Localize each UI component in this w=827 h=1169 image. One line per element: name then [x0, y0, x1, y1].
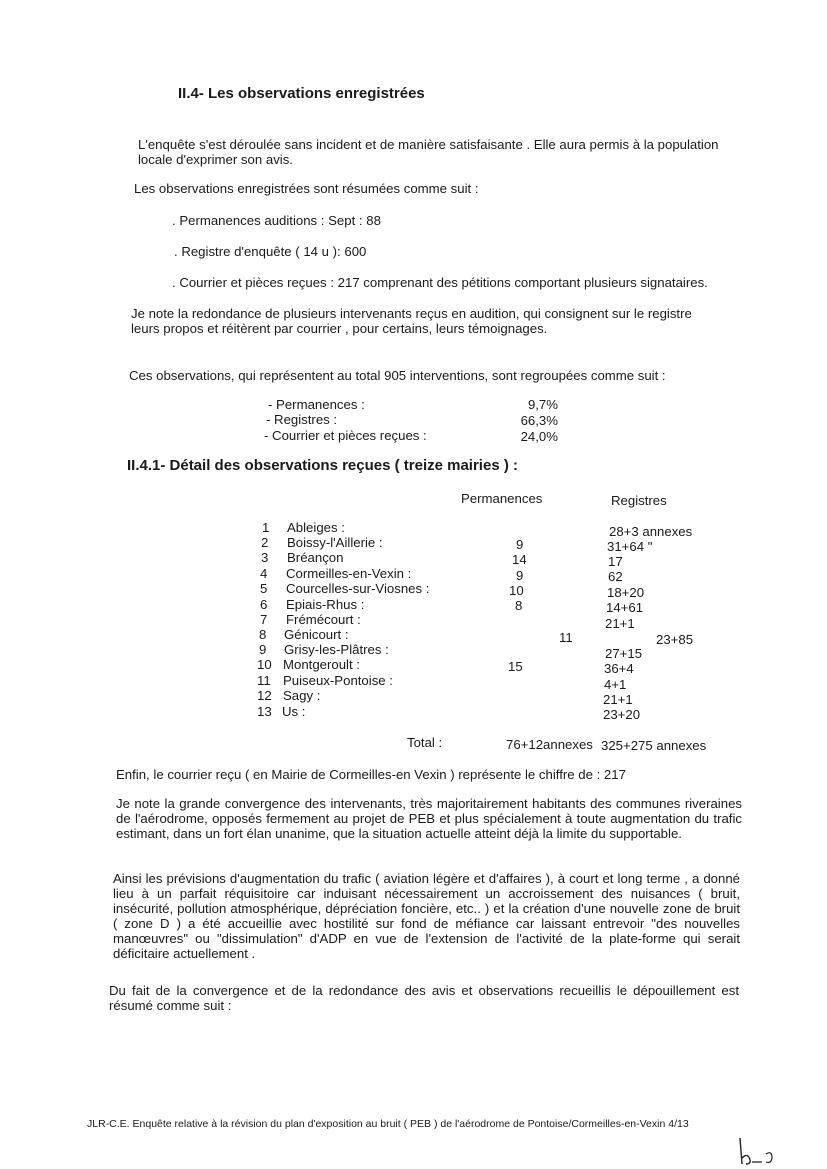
row-permanences: 9: [516, 568, 524, 583]
row-number: 11: [257, 673, 271, 688]
row-number: 8: [259, 627, 267, 642]
row-number: 9: [259, 642, 267, 657]
row-registres: 27+15: [605, 646, 643, 661]
page-footer: JLR-C.E. Enquête relative à la révision du plan d'exposition au bruit ( PEB ) de l'aérodrome de Pontoise/Cormeilles-en-Vexin 4/13: [87, 1118, 689, 1130]
subsection-title: II.4.1- Détail des observations reçues ( treize mairies ) :: [127, 457, 518, 474]
row-number: 7: [260, 612, 268, 627]
row-name: Montgeroult :: [283, 657, 360, 672]
row-permanences: 11: [559, 630, 573, 645]
row-name: Epiais-Rhus :: [286, 597, 365, 612]
row-name: Grisy-les-Plâtres :: [284, 642, 389, 657]
row-registres: 14+61: [606, 600, 644, 615]
row-number: 12: [257, 688, 272, 703]
paragraph-previsions: Ainsi les prévisions d'augmentation du trafic ( aviation légère et d'affaires ), à court et long terme , a donné lieu à un parfait réquisitoire car induisant nécessairement un accroissement des nuisances ( bruit, insécurité, pollution atmosphérique, dépréciation foncière, etc.. ) et la création d'une nouvelle zone de bruit ( zone D ) a été accueillie avec hostilité sur fond de méfiance car laissant entrevoir "des nouvelles manœuvres" ou "dissimulation" d'ADP en vue de l'extension de l'activité de la plate-forme qui serait déficitaire actuellement .: [113, 871, 740, 961]
row-name: Ableiges :: [287, 520, 345, 535]
section-title: II.4- Les observations enregistrées: [178, 85, 425, 102]
bullet-registre: . Registre d'enquête ( 14 u ): 600: [174, 244, 367, 259]
header-permanences: Permanences: [461, 491, 543, 506]
breakdown-label: - Registres :: [266, 412, 338, 427]
row-number: 2: [261, 535, 269, 550]
row-registres: 28+3 annexes: [609, 524, 693, 539]
row-permanences: 9: [516, 537, 524, 552]
breakdown-value: 66,3%: [520, 413, 558, 428]
breakdown-label: - Courrier et pièces reçues :: [264, 428, 427, 443]
row-permanences: 8: [515, 598, 523, 613]
bullet-permanences: . Permanences auditions : Sept : 88: [172, 213, 381, 228]
row-registres: 36+4: [604, 661, 634, 676]
intro-line-1: L'enquête s'est déroulée sans incident et de manière satisfaisante . Elle aura permis à la population: [138, 137, 719, 152]
row-number: 1: [262, 520, 270, 535]
row-name: Sagy :: [283, 688, 321, 703]
row-name: Puiseux-Pontoise :: [283, 673, 393, 688]
row-number: 13: [257, 704, 272, 719]
row-name: Us :: [282, 704, 306, 719]
row-name: Bréançon: [287, 550, 344, 565]
redundancy-line-1: Je note la redondance de plusieurs intervenants reçus en audition, qui consignent sur le registre: [131, 306, 692, 321]
row-registres: 17: [608, 554, 623, 569]
handwritten-initials: [736, 1136, 786, 1166]
row-registres: 23+85: [656, 632, 694, 647]
row-number: 4: [260, 566, 268, 581]
row-name: Génicourt :: [284, 627, 349, 642]
row-permanences: 15: [508, 659, 523, 674]
summary-line: Les observations enregistrées sont résumées comme suit :: [134, 181, 479, 196]
breakdown-label: - Permanences :: [268, 397, 365, 412]
row-name: Frémécourt :: [286, 612, 361, 627]
row-registres: 31+64 ": [607, 539, 653, 554]
row-number: 3: [261, 550, 269, 565]
header-registres: Registres: [611, 493, 667, 508]
row-registres: 21+1: [603, 692, 633, 707]
row-name: Cormeilles-en-Vexin :: [286, 566, 412, 581]
total-label: Total :: [407, 735, 443, 750]
total-interventions-line: Ces observations, qui représentent au total 905 interventions, sont regroupées comme suit :: [129, 368, 666, 383]
row-permanences: 14: [512, 552, 527, 567]
row-number: 5: [260, 581, 268, 596]
row-registres: 21+1: [605, 616, 635, 631]
total-registres: 325+275 annexes: [601, 738, 707, 753]
breakdown-value: 9,7%: [527, 397, 558, 412]
row-name: Boissy-l'Aillerie :: [287, 535, 383, 550]
bullet-courrier: . Courrier et pièces reçues : 217 comprenant des pétitions comportant plusieurs signataires.: [172, 275, 708, 290]
paragraph-conclusion: Du fait de la convergence et de la redondance des avis et observations recueillis le dépouillement est résumé comme suit :: [109, 983, 739, 1013]
row-number: 6: [260, 597, 268, 612]
intro-line-2: locale d'exprimer son avis.: [138, 152, 293, 167]
row-registres: 62: [608, 569, 623, 584]
row-number: 10: [257, 657, 272, 672]
row-name: Courcelles-sur-Viosnes :: [286, 581, 430, 596]
breakdown-value: 24,0%: [520, 429, 558, 444]
redundancy-line-2: leurs propos et réitèrent par courrier , pour certains, leurs témoignages.: [131, 321, 548, 336]
row-permanences: 10: [509, 583, 524, 598]
courrier-line: Enfin, le courrier reçu ( en Mairie de Cormeilles-en Vexin ) représente le chiffre de : 217: [116, 767, 626, 782]
row-registres: 4+1: [604, 677, 627, 692]
total-permanences: 76+12annexes: [506, 737, 593, 752]
paragraph-convergence: Je note la grande convergence des intervenants, très majoritairement habitants des communes riveraines de l'aérodrome, opposés fermement au projet de PEB et plus spécialement à toute augmentation du trafic estimant, dans un fort élan unanime, que la situation actuelle atteint déjà la limite du supportable.: [116, 796, 742, 841]
row-registres: 18+20: [607, 585, 645, 600]
row-registres: 23+20: [603, 707, 641, 722]
